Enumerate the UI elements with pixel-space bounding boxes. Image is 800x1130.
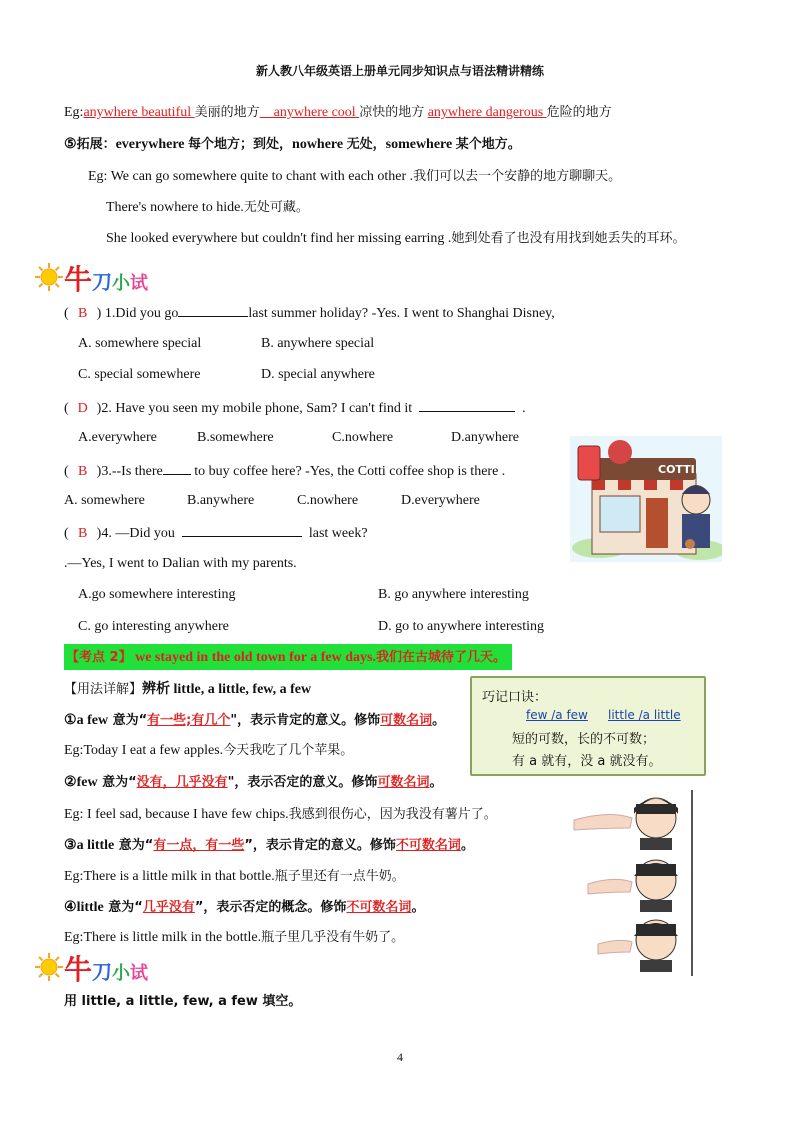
usage-example-few: Eg: I feel sad, because I have few chips.我感到很伤心，因为我没有薯片了。 bbox=[64, 807, 497, 822]
mnemonic-little: little /a little bbox=[608, 708, 681, 722]
quiz-question-3: ( B )3.--Is there to buy coffee here? -Yes, the Cotti coffee shop is there . bbox=[64, 460, 505, 482]
quiz-question-4: ( B )4. —Did you last week? bbox=[64, 522, 368, 544]
option: C.nowhere bbox=[332, 430, 394, 445]
extension-line: ⑤拓展：everywhere 每个地方；到处，nowhere 无处，somewhere 某个地方。 bbox=[64, 137, 521, 152]
answer-2: D bbox=[77, 401, 88, 416]
option: A. somewhere bbox=[64, 493, 145, 508]
quiz-reply-4: .—Yes, I went to Dalian with my parents. bbox=[64, 556, 297, 571]
answer-3: B bbox=[78, 464, 88, 479]
option: D. special anywhere bbox=[261, 367, 375, 382]
coffee-shop-illustration bbox=[570, 436, 722, 562]
fill-in-instruction: 用 little, a little, few, a few 填空。 bbox=[64, 994, 302, 1009]
character-1 bbox=[574, 798, 678, 850]
page-number: 4 bbox=[397, 1050, 403, 1064]
option: A.go somewhere interesting bbox=[78, 587, 236, 602]
usage-example-a-little: Eg:There is a little milk in that bottle.瓶子里还有一点牛奶。 bbox=[64, 869, 405, 884]
usage-point-few: ②few 意为“没有，几乎没有"，表示否定的意义。修饰可数名词。 bbox=[64, 775, 443, 790]
quiz-question-1: ( B ) 1.Did you go last summer holiday? -Yes. I went to Shanghai Disney, bbox=[64, 302, 555, 324]
character-3 bbox=[598, 920, 678, 972]
eg-anywhere-adj: Eg:anywhere beautiful 美丽的地方 anywhere cool 凉快的地方 anywhere dangerous 危险的地方 bbox=[64, 105, 612, 120]
option: A.everywhere bbox=[78, 430, 157, 445]
sun-icon bbox=[34, 262, 64, 292]
usage-example-little: Eg:There is little milk in the bottle.瓶子里几乎没有牛奶了。 bbox=[64, 930, 405, 945]
mnemonic-title: 巧记口诀： bbox=[482, 690, 548, 705]
option: D.anywhere bbox=[451, 430, 520, 445]
option: D. go to anywhere interesting bbox=[378, 619, 545, 634]
cotti-sign: COTTI bbox=[658, 463, 695, 476]
option: B.somewhere bbox=[197, 430, 274, 445]
character-hand-illustration bbox=[570, 784, 698, 980]
example-nowhere: There's nowhere to hide.无处可藏。 bbox=[106, 200, 309, 215]
mnemonic-few: few /a few bbox=[526, 708, 588, 722]
quiz-question-2: ( D )2. Have you seen my mobile phone, Sam? I can't find it . bbox=[64, 397, 526, 419]
mnemonic-line-1: 短的可数，长的不可数； bbox=[512, 732, 656, 747]
section-heading-niudao: 牛刀小试 bbox=[64, 953, 149, 986]
option: D.everywhere bbox=[401, 493, 480, 508]
blank bbox=[182, 522, 302, 537]
page-header: 新人教八年级英语上册单元同步知识点与语法精讲精练 bbox=[255, 64, 544, 78]
mnemonic-box bbox=[470, 676, 706, 776]
blank bbox=[178, 302, 248, 317]
option: B.anywhere bbox=[187, 493, 255, 508]
example-somewhere: Eg: We can go somewhere quite to chant with each other .我们可以去一个安静的地方聊聊天。 bbox=[88, 169, 622, 184]
option: C.nowhere bbox=[297, 493, 359, 508]
usage-point-a-few: ①a few 意为“有一些;有几个"，表示肯定的意义。修饰可数名词。 bbox=[64, 713, 446, 728]
usage-point-little: ④little 意为“几乎没有”，表示否定的概念。修饰不可数名词。 bbox=[64, 900, 425, 915]
answer-1: B bbox=[78, 306, 88, 321]
section-heading-niudao: 牛刀小试 bbox=[64, 263, 149, 296]
option: C. go interesting anywhere bbox=[78, 619, 229, 634]
blank bbox=[163, 460, 191, 475]
answer-4: B bbox=[78, 526, 88, 541]
option: B. go anywhere interesting bbox=[378, 587, 529, 602]
option: C. special somewhere bbox=[78, 367, 201, 382]
mnemonic-line-2: 有 a 就有，没 a 就没有。 bbox=[512, 754, 662, 769]
usage-point-a-little: ③a little 意为“有一点，有一些”，表示肯定的意义。修饰不可数名词。 bbox=[64, 838, 474, 853]
usage-example-a-few: Eg:Today I eat a few apples.今天我吃了几个苹果。 bbox=[64, 743, 354, 758]
option: A. somewhere special bbox=[78, 336, 202, 351]
example-everywhere: She looked everywhere but couldn't find her missing earring .她到处看了也没有用找到她丢失的耳环。 bbox=[106, 231, 686, 246]
key-point-2: 【考点 2】 we stayed in the old town for a few days.我们在古城待了几天。 bbox=[64, 644, 512, 670]
character-2 bbox=[588, 860, 678, 912]
blank bbox=[419, 397, 515, 412]
sun-icon bbox=[34, 952, 64, 982]
usage-heading: 【用法详解】辨析 little, a little, few, a few bbox=[64, 682, 312, 697]
option: B. anywhere special bbox=[261, 336, 375, 351]
